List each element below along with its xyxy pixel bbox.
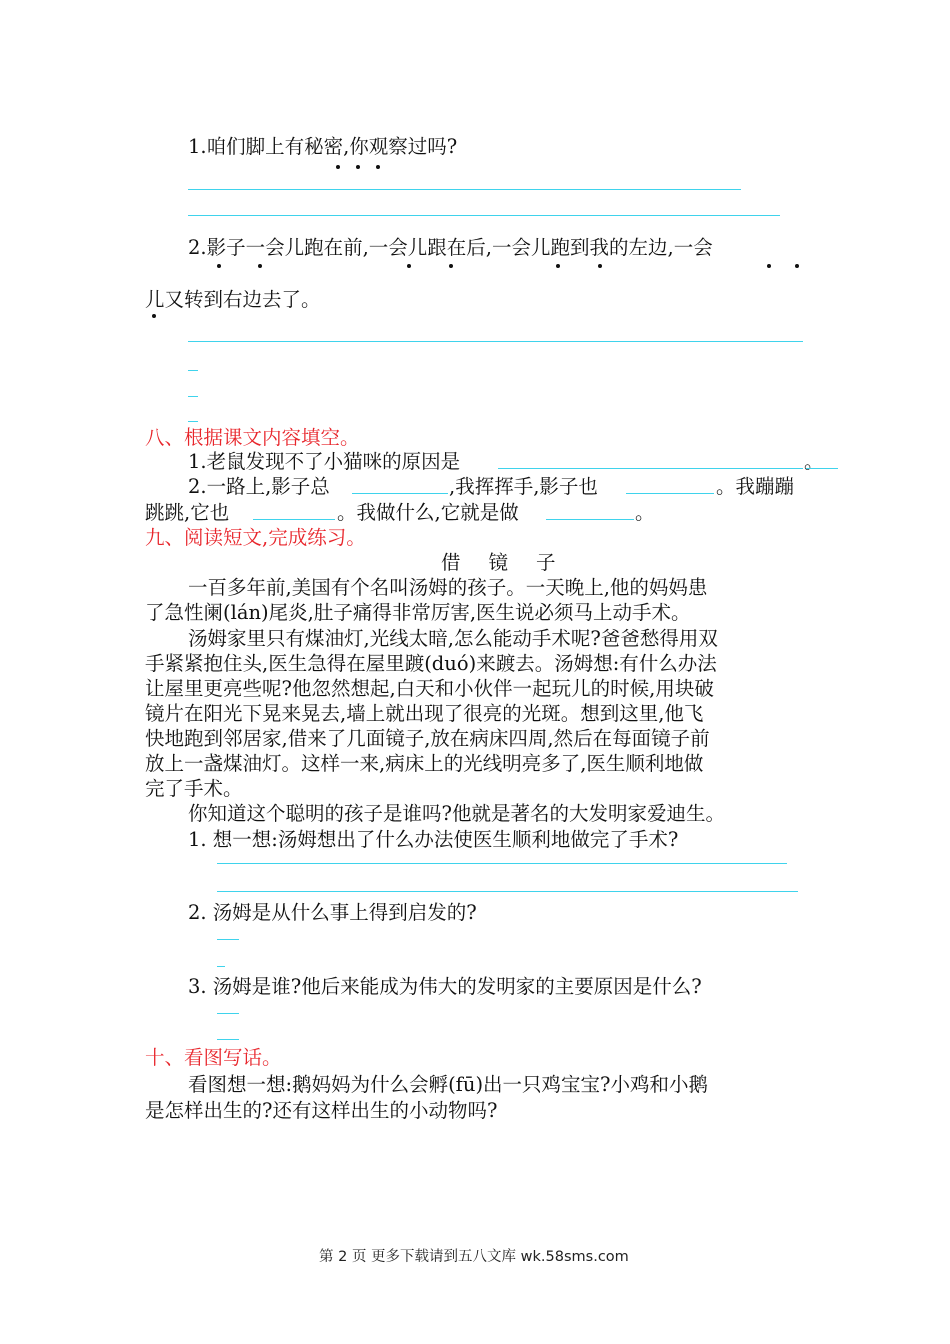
emphasis-dot — [152, 314, 156, 318]
emphasis-dot — [258, 264, 262, 268]
story-paragraph-line: 让屋里更亮些呢?他忽然想起,白天和小伙伴一起玩儿的时候,用块破 — [145, 677, 714, 700]
fill-question-2-part-f: 。 — [635, 501, 655, 524]
picture-writing-prompt-line: 是怎样出生的?还有这样出生的小动物吗? — [145, 1099, 498, 1122]
fill-blank[interactable] — [498, 468, 803, 469]
answer-line-stub[interactable] — [188, 396, 198, 397]
question-1: 1.咱们脚上有秘密,你观察过吗? — [188, 135, 458, 158]
emphasis-dot — [356, 165, 360, 169]
answer-line[interactable] — [188, 215, 780, 216]
story-paragraph-line: 了急性阑(lán)尾炎,肚子痛得非常厉害,医生说必须马上动手术。 — [145, 601, 691, 624]
fill-question-2-part-a: 2.一路上,影子总 — [188, 475, 330, 498]
answer-line-stub[interactable] — [217, 1039, 239, 1040]
story-title: 借镜子 — [441, 551, 584, 574]
answer-line[interactable] — [188, 189, 741, 190]
fill-blank[interactable] — [546, 519, 634, 520]
reading-question-2: 2. 汤姆是从什么事上得到启发的? — [188, 901, 477, 924]
emphasis-dot — [795, 264, 799, 268]
fill-blank[interactable] — [626, 493, 714, 494]
answer-line-stub[interactable] — [217, 966, 225, 967]
emphasis-dot — [449, 264, 453, 268]
answer-line-stub[interactable] — [188, 370, 198, 371]
fill-question-2-part-e: 。我做什么,它就是做 — [337, 501, 519, 524]
fill-question-2-part-d: 跳跳,它也 — [145, 501, 230, 524]
answer-line[interactable] — [217, 863, 787, 864]
emphasis-dot — [767, 264, 771, 268]
fill-question-1: 1.老鼠发现不了小猫咪的原因是 — [188, 450, 461, 473]
answer-line-stub[interactable] — [217, 939, 239, 940]
fill-blank[interactable] — [253, 519, 335, 520]
emphasis-dot — [598, 264, 602, 268]
story-paragraph-line: 汤姆家里只有煤油灯,光线太暗,怎么能动手术呢?爸爸愁得用双 — [188, 627, 718, 650]
fill-question-1-end: 。 — [804, 450, 824, 473]
fill-question-2-part-b: ,我挥挥手,影子也 — [449, 475, 598, 498]
emphasis-dot — [217, 264, 221, 268]
emphasis-dot — [376, 165, 380, 169]
question-2-line-2: 儿又转到右边去了。 — [145, 288, 321, 311]
story-paragraph-line: 一百多年前,美国有个名叫汤姆的孩子。一天晚上,他的妈妈患 — [188, 576, 708, 599]
question-2-line-1: 2.影子一会儿跑在前,一会儿跟在后,一会儿跑到我的左边,一会 — [188, 236, 713, 259]
story-paragraph-line: 镜片在阳光下晃来晃去,墙上就出现了很亮的光斑。想到这里,他飞 — [145, 702, 704, 725]
story-paragraph-line: 手紧紧抱住头,医生急得在屋里踱(duó)来踱去。汤姆想:有什么办法 — [145, 652, 717, 675]
answer-line-stub[interactable] — [217, 1013, 239, 1014]
reading-question-1: 1. 想一想:汤姆想出了什么办法使医生顺利地做完了手术? — [188, 828, 679, 851]
section-10-heading: 十、看图写话。 — [145, 1046, 282, 1069]
picture-writing-prompt-line: 看图想一想:鹅妈妈为什么会孵(fū)出一只鸡宝宝?小鸡和小鹅 — [188, 1073, 709, 1096]
section-9-heading: 九、阅读短文,完成练习。 — [145, 526, 366, 549]
story-paragraph-line: 完了手术。 — [145, 777, 243, 800]
emphasis-dot — [556, 264, 560, 268]
fill-blank[interactable] — [352, 493, 448, 494]
story-paragraph-line: 你知道这个聪明的孩子是谁吗?他就是著名的大发明家爱迪生。 — [188, 802, 725, 825]
page-footer: 第 2 页 更多下载请到五八文库 wk.58sms.com — [319, 1249, 629, 1265]
fill-blank[interactable] — [806, 468, 838, 469]
story-paragraph-line: 放上一盏煤油灯。这样一来,病床上的光线明亮多了,医生顺利地做 — [145, 752, 704, 775]
fill-question-2-part-c: 。我蹦蹦 — [716, 475, 795, 498]
emphasis-dot — [336, 165, 340, 169]
answer-line[interactable] — [217, 891, 798, 892]
emphasis-dot — [407, 264, 411, 268]
reading-question-3: 3. 汤姆是谁?他后来能成为伟大的发明家的主要原因是什么? — [188, 975, 702, 998]
answer-line-stub[interactable] — [188, 421, 198, 422]
section-8-heading: 八、根据课文内容填空。 — [145, 426, 360, 449]
answer-line[interactable] — [188, 341, 803, 342]
story-paragraph-line: 快地跑到邻居家,借来了几面镜子,放在病床四周,然后在每面镜子前 — [145, 727, 710, 750]
